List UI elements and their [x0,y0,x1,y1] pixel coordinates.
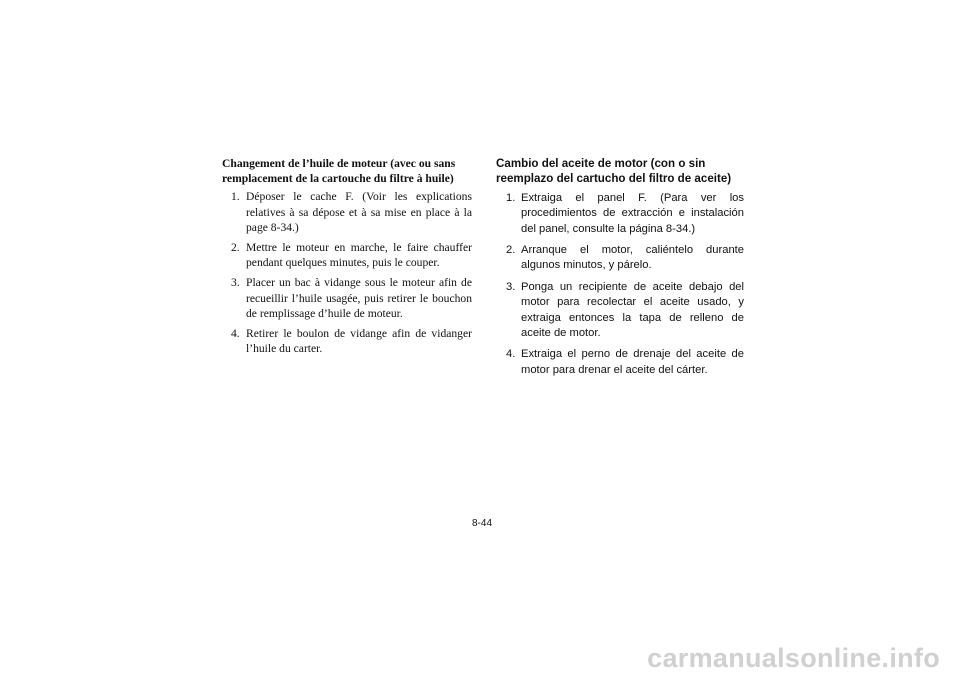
step-text: Arranque el motor, caliéntelo durante algunos minutos, y párelo. [521,244,744,272]
step-text: Extraiga el panel F. (Para ver los procedimientos de extracción e instalación del panel, consulte la página 8-34.) [521,191,744,235]
step-number: 2. [231,241,240,255]
spanish-steps-list [496,191,744,378]
watermark-text: carmanualsonline.info [647,643,940,673]
spanish-column [496,156,744,384]
spanish-step-3 [496,280,744,342]
spanish-step-4 [496,347,744,378]
step-number: 4. [506,348,516,361]
page-number: 8-44 [472,518,493,529]
french-steps-list [222,189,472,356]
french-step-1 [222,189,472,235]
french-step-2 [222,240,472,270]
spanish-step-1 [496,191,744,237]
french-step-4 [222,326,472,356]
step-text: Ponga un recipiente de aceite debajo del motor para recolectar el aceite usado, y extraiga entonces la tapa de relleno de aceite de motor. [521,280,744,340]
french-step-3 [222,275,472,321]
french-heading: Changement de l’huile de moteur (avec ou sans remplacement de la cartouche du filtre à huile) [222,157,456,186]
step-number: 3. [231,276,240,290]
step-number: 3. [506,280,516,293]
step-number: 1. [506,191,516,204]
step-text: Extraiga el perno de drenaje del aceite de motor para drenar el aceite del cárter. [521,348,744,376]
french-column [222,156,472,361]
step-number: 1. [231,190,240,204]
step-text: Mettre le moteur en marche, le faire chauffer pendant quelques minutes, puis le couper. [246,241,472,270]
step-number: 4. [231,327,240,341]
spanish-heading: Cambio del aceite de motor (con o sin reemplazo del cartucho del filtro de aceite) [496,157,732,186]
spanish-step-2 [496,243,744,274]
step-text: Retirer le boulon de vidange afin de vidanger l’huile du carter. [246,327,472,356]
step-text: Déposer le cache F. (Voir les explications relatives à sa dépose et à sa mise en place à la page 8-34.) [246,190,472,234]
step-text: Placer un bac à vidange sous le moteur afin de recueillir l’huile usagée, puis retirer le bouchon de remplissage d’huile de moteur. [246,276,472,320]
step-number: 2. [506,244,516,257]
